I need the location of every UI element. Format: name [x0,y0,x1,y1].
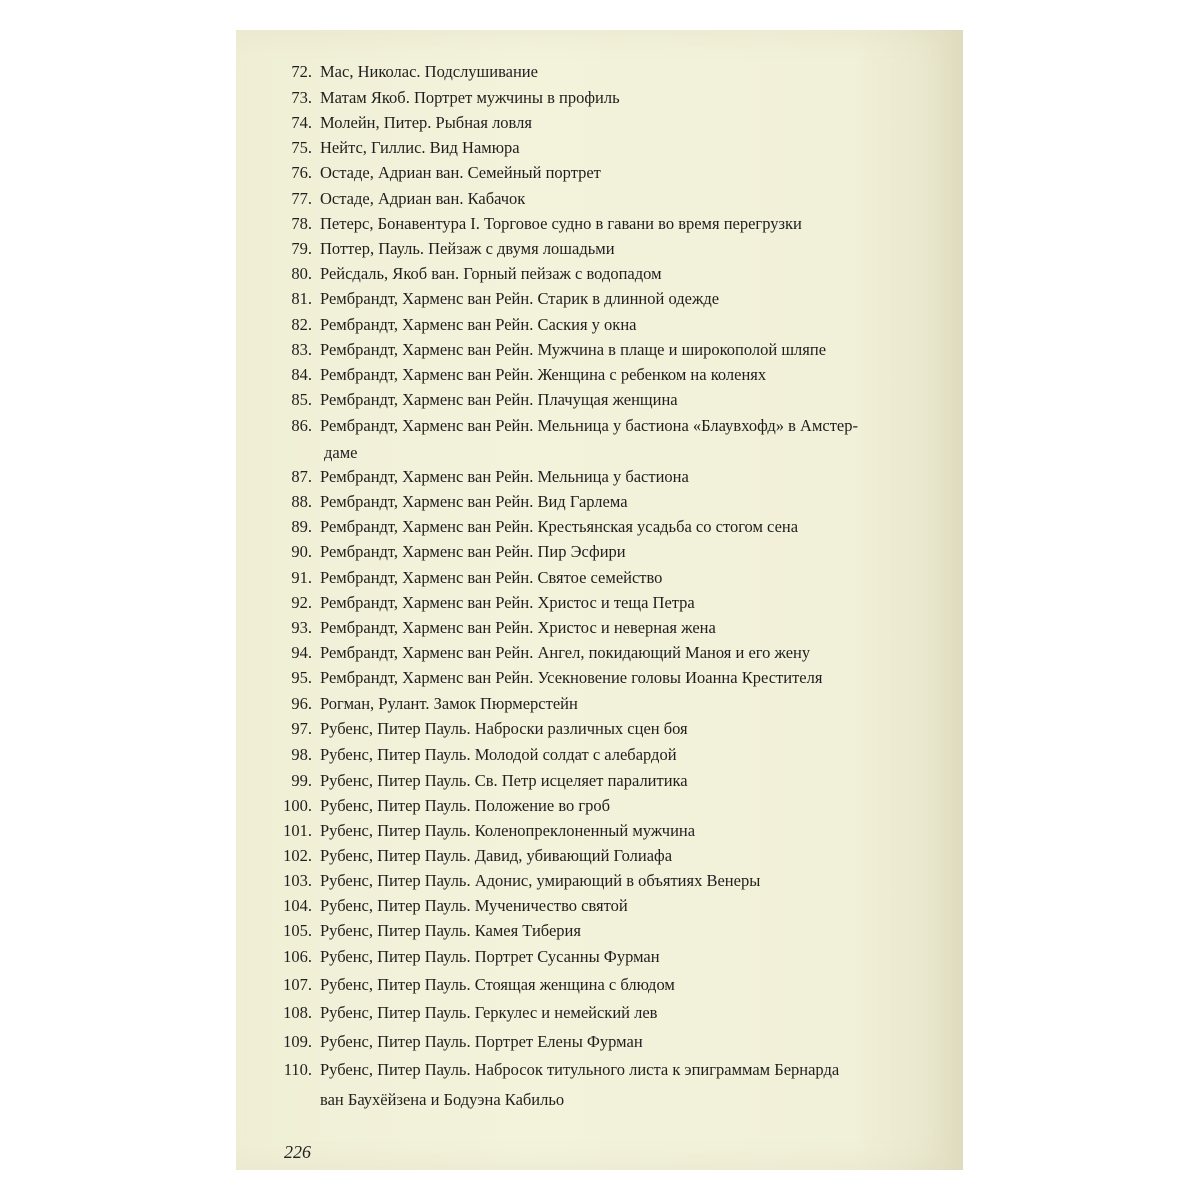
entry-number: 95. [291,668,312,687]
entry-number: 107. [283,975,312,994]
entry-number: 87. [291,467,312,486]
entry-number: 103. [283,871,312,890]
entry-text: Рубенс, Питер Пауль. Мученичество святой [320,896,628,915]
entry-text: Рубенс, Питер Пауль. Св. Петр исцеляет паралитика [320,771,688,790]
entry-number: 90. [291,542,312,561]
entry-number: 96. [291,694,312,713]
entry-number: 101. [283,821,312,840]
entry-text: Рубенс, Питер Пауль. Наброски различных сцен боя [320,719,688,738]
entry-number: 84. [291,365,312,384]
entry-text: Рембрандт, Харменс ван Рейн. Мельница у бастиона [320,467,689,486]
entry-text: Рембрандт, Харменс ван Рейн. Пир Эсфири [320,542,626,561]
entry-text: Рембрандт, Харменс ван Рейн. Крестьянская усадьба со стогом сена [320,517,799,536]
entry-text-continuation: ван Баухёйзена и Бодуэна Кабильо [320,1090,565,1109]
entry-number: 99. [291,771,312,790]
index-list [236,30,963,1170]
entry-number: 100. [283,796,312,815]
entry-text: Остаде, Адриан ван. Кабачок [320,189,526,208]
entry-number: 88. [291,492,312,511]
entry-number: 72. [291,62,312,81]
entry-number: 110. [283,1060,312,1079]
entry-text: Нейтс, Гиллис. Вид Намюра [320,138,520,157]
entry-text: Рубенс, Питер Пауль. Стоящая женщина с блюдом [320,975,675,994]
entry-number: 76. [291,163,312,182]
entry-number: 83. [291,340,312,359]
entry-text: Рембрандт, Харменс ван Рейн. Плачущая женщина [320,390,678,409]
entry-text: Петерс, Бонавентура I. Торговое судно в гавани во время перегрузки [320,214,802,233]
entry-text: Рембрандт, Харменс ван Рейн. Вид Гарлема [320,492,628,511]
entry-number: 109. [283,1032,312,1051]
entry-text: Рембрандт, Харменс ван Рейн. Старик в длинной одежде [320,289,720,308]
entry-number: 86. [291,416,312,435]
entry-text: Рембрандт, Харменс ван Рейн. Христос и неверная жена [320,618,716,637]
entry-text: Рейсдаль, Якоб ван. Горный пейзаж с водопадом [320,264,662,283]
entry-text: Мас, Николас. Подслушивание [320,62,538,81]
entry-text: Рубенс, Питер Пауль. Давид, убивающий Голиафа [320,846,673,865]
entry-number: 81. [291,289,312,308]
entry-text: Рембрандт, Харменс ван Рейн. Мельница у бастиона «Блаувхофд» в Амстер- [320,416,858,435]
entry-text: Рубенс, Питер Пауль. Набросок титульного листа к эпиграммам Бернарда [320,1060,840,1079]
entry-text: Рембрандт, Харменс ван Рейн. Христос и теща Петра [320,593,695,612]
entry-text: Рембрандт, Харменс ван Рейн. Ангел, покидающий Маноя и его жену [320,643,811,662]
entry-text: Рубенс, Питер Пауль. Портрет Сусанны Фурман [320,947,660,966]
entry-text: Матам Якоб. Портрет мужчины в профиль [320,88,620,107]
entry-text: Рубенс, Питер Пауль. Портрет Елены Фурман [320,1032,643,1051]
entry-text: Остаде, Адриан ван. Семейный портрет [320,163,601,182]
entry-number: 93. [291,618,312,637]
entry-number: 75. [291,138,312,157]
entry-number: 97. [291,719,312,738]
page-number: 226 [284,1142,311,1162]
entry-text: Рубенс, Питер Пауль. Положение во гроб [320,796,611,815]
entry-text: Рубенс, Питер Пауль. Адонис, умирающий в объятиях Венеры [320,871,761,890]
entry-number: 94. [291,643,312,662]
entry-number: 82. [291,315,312,334]
entry-number: 92. [291,593,312,612]
entry-text: Молейн, Питер. Рыбная ловля [320,113,532,132]
entry-number: 104. [283,896,312,915]
entry-number: 80. [291,264,312,283]
entry-number: 102. [283,846,312,865]
entry-number: 79. [291,239,312,258]
entry-text: Рембрандт, Харменс ван Рейн. Усекновение головы Иоанна Крестителя [320,668,823,687]
entry-text: Рембрандт, Харменс ван Рейн. Святое семейство [320,568,663,587]
entry-text: Рембрандт, Харменс ван Рейн. Женщина с ребенком на коленях [320,365,767,384]
entry-text: Рембрандт, Харменс ван Рейн. Саския у окна [320,315,637,334]
entry-text-continuation: даме [324,443,358,462]
entry-number: 106. [283,947,312,966]
entry-text: Рубенс, Питер Пауль. Молодой солдат с алебардой [320,745,677,764]
entry-text: Рубенс, Питер Пауль. Геркулес и немейский лев [320,1003,658,1022]
entry-number: 105. [283,921,312,940]
entry-text: Поттер, Пауль. Пейзаж с двумя лошадьми [320,239,615,258]
entry-number: 108. [283,1003,312,1022]
entry-number: 85. [291,390,312,409]
entry-number: 74. [291,113,312,132]
entry-number: 78. [291,214,312,233]
entry-text: Рубенс, Питер Пауль. Коленопреклоненный мужчина [320,821,696,840]
entry-number: 91. [291,568,312,587]
entry-text: Рембрандт, Харменс ван Рейн. Мужчина в плаще и широкополой шляпе [320,340,827,359]
entry-number: 77. [291,189,312,208]
entry-number: 73. [291,88,312,107]
entry-text: Рубенс, Питер Пауль. Камея Тиберия [320,921,581,940]
book-page [236,30,963,1170]
entry-number: 98. [291,745,312,764]
entry-number: 89. [291,517,312,536]
entry-text: Рогман, Рулант. Замок Пюрмерстейн [320,694,578,713]
